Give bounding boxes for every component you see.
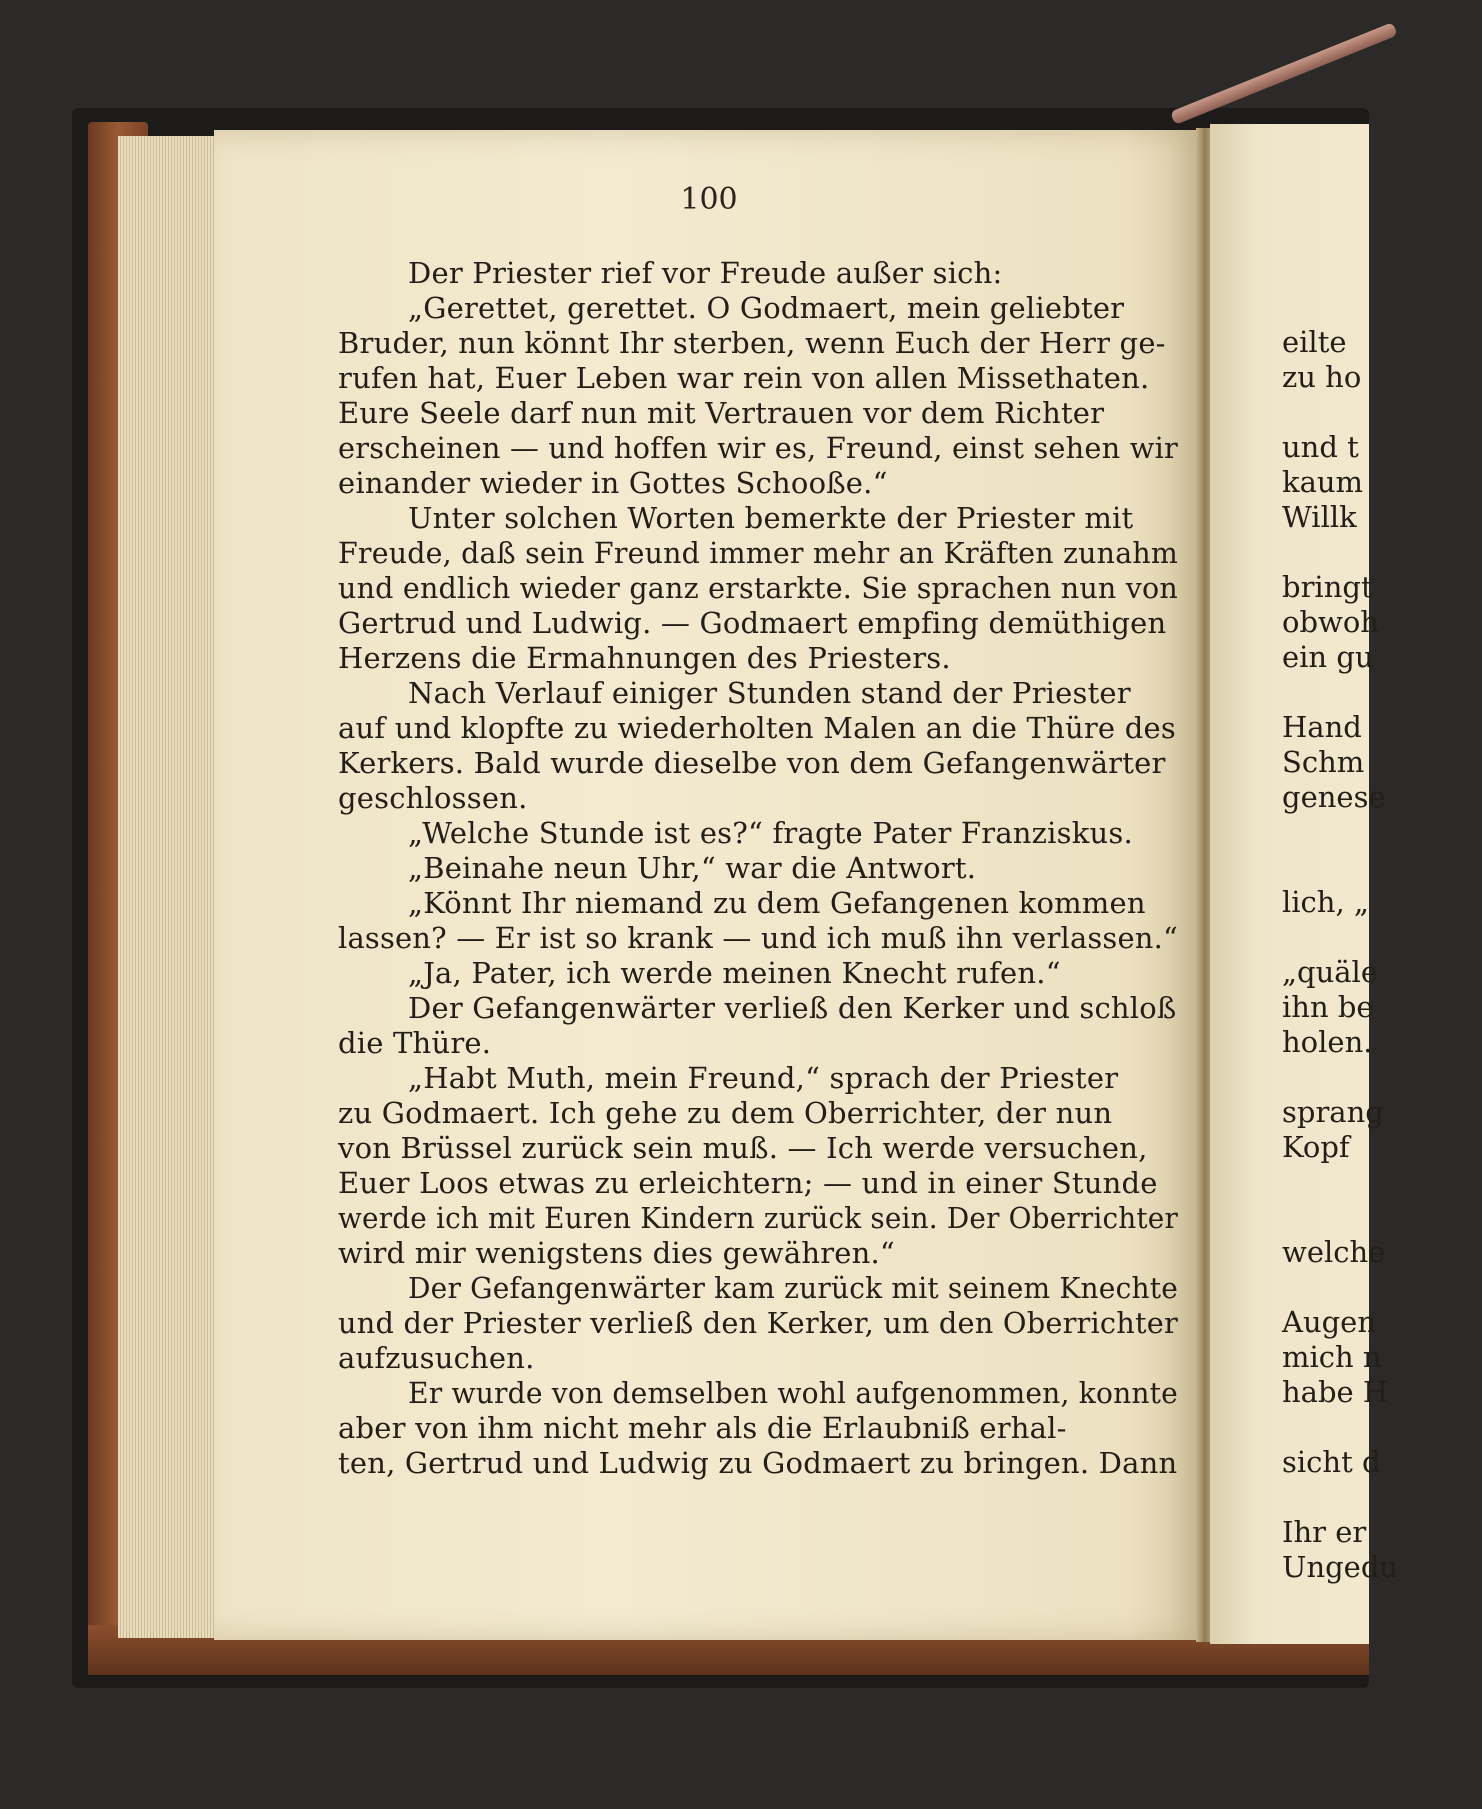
text-line: „Ja, Pater, ich werde meinen Knecht rufen.“ (408, 956, 1061, 990)
text-line: die Thüre. (338, 1026, 492, 1060)
text-line: Euer Loos etwas zu erleichtern; — und in einer Stunde (338, 1166, 1158, 1200)
text-line: ten, Gertrud und Ludwig zu Godmaert zu bringen. Dann (338, 1446, 1178, 1480)
text-line: „Könnt Ihr niemand zu dem Gefangenen kommen (408, 886, 1146, 920)
right-text-fragment: habe H (1282, 1375, 1389, 1409)
left-page-text (338, 256, 1178, 1481)
right-text-fragment: sicht d (1282, 1445, 1381, 1479)
text-line: Er wurde von demselben wohl aufgenommen, konnte (408, 1376, 1178, 1410)
right-text-fragment (1282, 1410, 1482, 1445)
text-line: Der Gefangenwärter kam zurück mit seinem Knechte (408, 1271, 1178, 1305)
right-text-fragment: obwoh (1282, 605, 1379, 639)
right-text-fragment: Augen (1282, 1305, 1377, 1339)
left-page (214, 130, 1204, 1640)
text-line: zu Godmaert. Ich gehe zu dem Oberrichter, der nun (338, 1096, 1113, 1130)
right-text-fragment: bringt (1282, 570, 1373, 604)
right-text-fragment: Willk (1282, 500, 1357, 534)
text-line: „Habt Muth, mein Freund,“ sprach der Priester (408, 1061, 1119, 1095)
text-line: geschlossen. (338, 781, 528, 815)
right-text-fragment: Kopf (1282, 1130, 1350, 1164)
right-text-fragment: und t (1282, 430, 1359, 464)
page-edges (118, 136, 227, 1638)
text-line: erscheinen — und hoffen wir es, Freund, einst sehen wir (338, 431, 1178, 465)
right-text-fragment: kaum (1282, 465, 1364, 499)
right-page (1210, 124, 1399, 1644)
text-line: von Brüssel zurück sein muß. — Ich werde versuchen, (338, 1131, 1148, 1165)
right-text-fragment: Schm (1282, 745, 1365, 779)
right-text-fragment: „quäle (1282, 955, 1378, 989)
right-text-fragment (1282, 1270, 1482, 1305)
page-number: 100 (680, 182, 738, 217)
right-text-fragment (1282, 675, 1482, 710)
text-line: werde ich mit Euren Kindern zurück sein. Der Oberrichter (338, 1201, 1178, 1235)
right-text-fragment (1282, 1060, 1482, 1095)
right-text-fragment: genese (1282, 780, 1386, 814)
right-page-text (1282, 290, 1482, 1585)
text-line: rufen hat, Euer Leben war rein von allen Missethaten. (338, 361, 1150, 395)
text-line: und der Priester verließ den Kerker, um den Oberrichter (338, 1306, 1178, 1340)
right-text-fragment: lich, „ (1282, 885, 1369, 919)
right-text-fragment: mich n (1282, 1340, 1382, 1374)
right-text-fragment (1282, 290, 1482, 325)
text-line: Bruder, nun könnt Ihr sterben, wenn Euch der Herr ge- (338, 326, 1166, 360)
right-text-fragment: holen. (1282, 1025, 1373, 1059)
text-line: lassen? — Er ist so krank — und ich muß ihn verlassen.“ (338, 921, 1178, 955)
right-text-fragment: zu ho (1282, 360, 1362, 394)
text-line: aufzusuchen. (338, 1341, 535, 1375)
text-line: Freude, daß sein Freund immer mehr an Kräften zunahm (338, 536, 1178, 570)
right-text-fragment: eilte (1282, 325, 1347, 359)
right-text-fragment: welche (1282, 1235, 1386, 1269)
text-line: und endlich wieder ganz erstarkte. Sie sprachen nun von (338, 571, 1178, 605)
text-line: aber von ihm nicht mehr als die Erlaubniß erhal- (338, 1411, 1067, 1445)
text-line: Kerkers. Bald wurde dieselbe von dem Gefangenwärter (338, 746, 1166, 780)
right-text-fragment (1282, 535, 1482, 570)
right-text-fragment (1282, 1480, 1482, 1515)
right-text-fragment (1282, 1200, 1482, 1235)
text-line: auf und klopfte zu wiederholten Malen an die Thüre des (338, 711, 1176, 745)
text-line: „Beinahe neun Uhr,“ war die Antwort. (408, 851, 977, 885)
right-text-fragment (1282, 920, 1482, 955)
text-line: Nach Verlauf einiger Stunden stand der Priester (408, 676, 1131, 710)
text-line: Der Priester rief vor Freude außer sich: (408, 256, 1003, 290)
right-text-fragment: sprang (1282, 1095, 1384, 1129)
text-line: Gertrud und Ludwig. — Godmaert empfing demüthigen (338, 606, 1167, 640)
right-text-fragment (1282, 395, 1482, 430)
text-line: „Welche Stunde ist es?“ fragte Pater Franziskus. (408, 816, 1133, 850)
text-line: Eure Seele darf nun mit Vertrauen vor dem Richter (338, 396, 1105, 430)
right-text-fragment: Ungedu (1282, 1550, 1399, 1584)
right-text-fragment: ein gu (1282, 640, 1374, 674)
text-line: „Gerettet, gerettet. O Godmaert, mein geliebter (408, 291, 1125, 325)
text-line: Unter solchen Worten bemerkte der Priester mit (408, 501, 1134, 535)
text-line: einander wieder in Gottes Schooße.“ (338, 466, 888, 500)
right-text-fragment (1282, 1165, 1482, 1200)
text-line: Herzens die Ermahnungen des Priesters. (338, 641, 951, 675)
right-text-fragment: Ihr er (1282, 1515, 1367, 1549)
right-text-fragment (1282, 850, 1482, 885)
right-text-fragment: Hand (1282, 710, 1362, 744)
right-text-fragment (1282, 815, 1482, 850)
text-line: Der Gefangenwärter verließ den Kerker und schloß (408, 991, 1177, 1025)
right-text-fragment: ihn be (1282, 990, 1374, 1024)
text-line: wird mir wenigstens dies gewähren.“ (338, 1236, 895, 1270)
